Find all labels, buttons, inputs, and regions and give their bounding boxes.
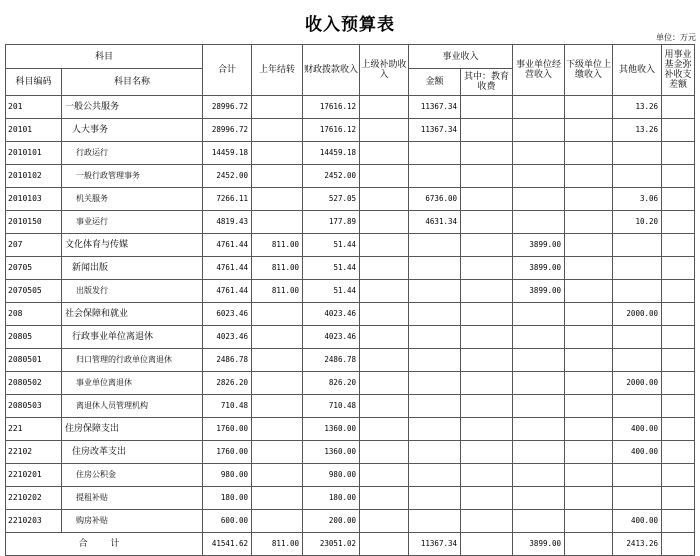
cell-code: 2210201 <box>6 464 62 487</box>
cell-total: 2452.00 <box>203 165 252 188</box>
cell-subordinate <box>565 211 613 234</box>
cell-subordinate <box>565 280 613 303</box>
cell-fiscal: 51.44 <box>303 234 360 257</box>
cell-operating <box>513 418 565 441</box>
table-row <box>6 464 695 487</box>
cell-total: 980.00 <box>203 464 252 487</box>
cell-fiscal: 51.44 <box>303 257 360 280</box>
cell-business <box>409 234 461 257</box>
cell-superior <box>360 418 409 441</box>
cell-operating <box>513 372 565 395</box>
cell-fund <box>662 142 695 165</box>
cell-business <box>409 326 461 349</box>
table-row <box>6 349 695 372</box>
cell-carryover <box>252 303 303 326</box>
cell-carryover <box>252 96 303 119</box>
cell-business-edu <box>461 303 513 326</box>
cell-other <box>613 234 662 257</box>
cell-superior <box>360 211 409 234</box>
table-row <box>6 211 695 234</box>
cell-business-edu <box>461 165 513 188</box>
cell-subordinate <box>565 257 613 280</box>
cell-name: 住房公积金 <box>62 464 203 487</box>
cell-other: 13.26 <box>613 119 662 142</box>
header-fund: 用事业基金弥补收支差额 <box>662 45 695 96</box>
table-row <box>6 188 695 211</box>
cell-business <box>409 510 461 533</box>
cell-subordinate <box>565 464 613 487</box>
cell-fiscal: 14459.18 <box>303 142 360 165</box>
cell-fund <box>662 211 695 234</box>
cell-carryover <box>252 372 303 395</box>
cell-operating <box>513 510 565 533</box>
cell-fund <box>662 96 695 119</box>
cell-business-edu <box>461 395 513 418</box>
cell-carryover: 811.00 <box>252 280 303 303</box>
budget-table <box>5 44 695 556</box>
cell-superior <box>360 395 409 418</box>
cell-fund <box>662 418 695 441</box>
cell-other: 10.20 <box>613 211 662 234</box>
cell-fiscal: 2452.00 <box>303 165 360 188</box>
cell-fiscal: 177.89 <box>303 211 360 234</box>
cell-superior <box>360 257 409 280</box>
cell-total: 1760.00 <box>203 418 252 441</box>
cell-fiscal: 2486.78 <box>303 349 360 372</box>
cell-other <box>613 395 662 418</box>
cell-operating <box>513 464 565 487</box>
cell-other <box>613 142 662 165</box>
cell-code: 2070505 <box>6 280 62 303</box>
cell-business: 11367.34 <box>409 119 461 142</box>
table-row <box>6 326 695 349</box>
cell-name: 机关服务 <box>62 188 203 211</box>
cell-name: 事业运行 <box>62 211 203 234</box>
table-row <box>6 487 695 510</box>
cell-business-edu <box>461 96 513 119</box>
total-business: 11367.34 <box>409 533 461 556</box>
total-fiscal: 23051.02 <box>303 533 360 556</box>
cell-business-edu <box>461 441 513 464</box>
cell-subordinate <box>565 234 613 257</box>
cell-other: 400.00 <box>613 441 662 464</box>
page-title: 收入预算表 <box>305 15 395 35</box>
cell-total: 7266.11 <box>203 188 252 211</box>
cell-business <box>409 280 461 303</box>
cell-subordinate <box>565 142 613 165</box>
cell-other: 13.26 <box>613 96 662 119</box>
cell-fund <box>662 349 695 372</box>
cell-fund <box>662 372 695 395</box>
cell-total: 1760.00 <box>203 441 252 464</box>
cell-carryover <box>252 165 303 188</box>
cell-other: 2000.00 <box>613 303 662 326</box>
cell-fund <box>662 119 695 142</box>
cell-business: 11367.34 <box>409 96 461 119</box>
cell-fund <box>662 188 695 211</box>
cell-superior <box>360 326 409 349</box>
cell-operating: 3899.00 <box>513 280 565 303</box>
cell-business-edu <box>461 211 513 234</box>
cell-fund <box>662 303 695 326</box>
cell-superior <box>360 142 409 165</box>
cell-business <box>409 441 461 464</box>
cell-code: 2080503 <box>6 395 62 418</box>
cell-subordinate <box>565 418 613 441</box>
cell-other: 400.00 <box>613 418 662 441</box>
cell-code: 2080501 <box>6 349 62 372</box>
total-business-edu <box>461 533 513 556</box>
cell-subordinate <box>565 303 613 326</box>
cell-fund <box>662 165 695 188</box>
total-fund <box>662 533 695 556</box>
cell-operating <box>513 303 565 326</box>
cell-operating <box>513 326 565 349</box>
cell-superior <box>360 303 409 326</box>
cell-subordinate <box>565 188 613 211</box>
cell-carryover: 811.00 <box>252 234 303 257</box>
cell-business-edu <box>461 280 513 303</box>
cell-total: 4819.43 <box>203 211 252 234</box>
cell-superior <box>360 464 409 487</box>
cell-code: 2210202 <box>6 487 62 510</box>
total-label: 合 计 <box>6 533 203 556</box>
cell-business-edu <box>461 119 513 142</box>
cell-name: 人大事务 <box>62 119 203 142</box>
cell-total: 4761.44 <box>203 234 252 257</box>
total-carryover: 811.00 <box>252 533 303 556</box>
cell-carryover <box>252 487 303 510</box>
cell-code: 2010150 <box>6 211 62 234</box>
cell-business-edu <box>461 372 513 395</box>
cell-business-edu <box>461 487 513 510</box>
total-operating: 3899.00 <box>513 533 565 556</box>
header-business-amount: 金额 <box>409 69 461 96</box>
cell-business-edu <box>461 257 513 280</box>
cell-subordinate <box>565 487 613 510</box>
cell-code: 221 <box>6 418 62 441</box>
cell-total: 600.00 <box>203 510 252 533</box>
cell-code: 20705 <box>6 257 62 280</box>
cell-total: 28996.72 <box>203 119 252 142</box>
cell-fiscal: 17616.12 <box>303 96 360 119</box>
cell-subordinate <box>565 119 613 142</box>
table-row <box>6 441 695 464</box>
cell-business <box>409 303 461 326</box>
cell-carryover <box>252 188 303 211</box>
table-row <box>6 142 695 165</box>
cell-name: 离退休人员管理机构 <box>62 395 203 418</box>
cell-business <box>409 349 461 372</box>
cell-operating <box>513 165 565 188</box>
header-other: 其他收入 <box>613 45 662 96</box>
cell-business <box>409 372 461 395</box>
cell-other <box>613 280 662 303</box>
cell-carryover <box>252 395 303 418</box>
total-sum: 41541.62 <box>203 533 252 556</box>
total-row <box>6 533 695 556</box>
cell-code: 2010102 <box>6 165 62 188</box>
cell-fund <box>662 510 695 533</box>
cell-carryover <box>252 142 303 165</box>
cell-subordinate <box>565 395 613 418</box>
cell-business-edu <box>461 349 513 372</box>
cell-code: 201 <box>6 96 62 119</box>
cell-business-edu <box>461 142 513 165</box>
cell-operating <box>513 395 565 418</box>
cell-name: 行政事业单位离退休 <box>62 326 203 349</box>
header-subject: 科目 <box>6 45 203 69</box>
cell-name: 住房保障支出 <box>62 418 203 441</box>
cell-fiscal: 200.00 <box>303 510 360 533</box>
cell-fiscal: 1360.00 <box>303 441 360 464</box>
cell-operating <box>513 188 565 211</box>
cell-carryover <box>252 119 303 142</box>
cell-superior <box>360 280 409 303</box>
cell-total: 2486.78 <box>203 349 252 372</box>
cell-carryover <box>252 510 303 533</box>
cell-business <box>409 487 461 510</box>
cell-operating <box>513 211 565 234</box>
cell-fiscal: 1360.00 <box>303 418 360 441</box>
cell-operating: 3899.00 <box>513 234 565 257</box>
cell-business-edu <box>461 510 513 533</box>
table-row <box>6 257 695 280</box>
cell-fund <box>662 257 695 280</box>
cell-total: 4761.44 <box>203 257 252 280</box>
cell-carryover <box>252 418 303 441</box>
cell-carryover <box>252 211 303 234</box>
header-operating: 事业单位经营收入 <box>513 45 565 96</box>
cell-business <box>409 165 461 188</box>
cell-business: 4631.34 <box>409 211 461 234</box>
cell-subordinate <box>565 326 613 349</box>
cell-fiscal: 710.48 <box>303 395 360 418</box>
cell-business <box>409 395 461 418</box>
cell-business-edu <box>461 188 513 211</box>
table-body <box>6 96 695 533</box>
header-fiscal: 财政拨款收入 <box>303 45 360 96</box>
table-row <box>6 96 695 119</box>
cell-superior <box>360 234 409 257</box>
table-row <box>6 165 695 188</box>
cell-other: 2000.00 <box>613 372 662 395</box>
cell-business <box>409 464 461 487</box>
cell-fiscal: 980.00 <box>303 464 360 487</box>
cell-total: 180.00 <box>203 487 252 510</box>
header-total: 合计 <box>203 45 252 96</box>
header-subordinate: 下级单位上缴收入 <box>565 45 613 96</box>
cell-business-edu <box>461 418 513 441</box>
cell-superior <box>360 188 409 211</box>
cell-name: 一般公共服务 <box>62 96 203 119</box>
cell-name: 住房改革支出 <box>62 441 203 464</box>
cell-fiscal: 527.05 <box>303 188 360 211</box>
table-footer <box>6 533 695 556</box>
cell-operating <box>513 349 565 372</box>
cell-fund <box>662 280 695 303</box>
cell-code: 22102 <box>6 441 62 464</box>
header-business: 事业收入 <box>409 45 513 69</box>
cell-operating <box>513 119 565 142</box>
cell-superior <box>360 96 409 119</box>
cell-carryover <box>252 349 303 372</box>
table-row <box>6 280 695 303</box>
cell-business <box>409 257 461 280</box>
cell-code: 20805 <box>6 326 62 349</box>
cell-other <box>613 257 662 280</box>
cell-superior <box>360 487 409 510</box>
cell-operating <box>513 441 565 464</box>
cell-operating <box>513 96 565 119</box>
cell-other: 3.06 <box>613 188 662 211</box>
header-carryover: 上年结转 <box>252 45 303 96</box>
table-row <box>6 372 695 395</box>
cell-total: 14459.18 <box>203 142 252 165</box>
cell-business-edu <box>461 464 513 487</box>
cell-total: 4023.46 <box>203 326 252 349</box>
cell-other <box>613 464 662 487</box>
table-row <box>6 303 695 326</box>
table-header <box>6 45 695 96</box>
cell-carryover <box>252 441 303 464</box>
cell-name: 一般行政管理事务 <box>62 165 203 188</box>
cell-subordinate <box>565 349 613 372</box>
cell-fund <box>662 487 695 510</box>
cell-other <box>613 487 662 510</box>
cell-total: 4761.44 <box>203 280 252 303</box>
cell-operating <box>513 487 565 510</box>
cell-other <box>613 326 662 349</box>
total-subordinate <box>565 533 613 556</box>
cell-carryover: 811.00 <box>252 257 303 280</box>
cell-fiscal: 4023.46 <box>303 326 360 349</box>
cell-other <box>613 349 662 372</box>
cell-name: 购房补贴 <box>62 510 203 533</box>
header-business-edu: 其中：教育收费 <box>461 69 513 96</box>
cell-other: 400.00 <box>613 510 662 533</box>
table-row <box>6 418 695 441</box>
cell-code: 2210203 <box>6 510 62 533</box>
cell-code: 208 <box>6 303 62 326</box>
cell-code: 2010101 <box>6 142 62 165</box>
cell-fiscal: 51.44 <box>303 280 360 303</box>
cell-operating <box>513 142 565 165</box>
cell-carryover <box>252 326 303 349</box>
cell-name: 社会保障和就业 <box>62 303 203 326</box>
cell-fiscal: 17616.12 <box>303 119 360 142</box>
cell-name: 事业单位离退休 <box>62 372 203 395</box>
total-superior <box>360 533 409 556</box>
cell-code: 207 <box>6 234 62 257</box>
cell-superior <box>360 372 409 395</box>
cell-business: 6736.00 <box>409 188 461 211</box>
cell-fund <box>662 395 695 418</box>
cell-total: 2826.20 <box>203 372 252 395</box>
cell-name: 行政运行 <box>62 142 203 165</box>
cell-name: 提租补贴 <box>62 487 203 510</box>
cell-total: 6023.46 <box>203 303 252 326</box>
cell-subordinate <box>565 510 613 533</box>
cell-name: 归口管理的行政单位离退休 <box>62 349 203 372</box>
cell-name: 文化体育与传媒 <box>62 234 203 257</box>
table-row <box>6 119 695 142</box>
cell-code: 2010103 <box>6 188 62 211</box>
cell-business <box>409 142 461 165</box>
cell-subordinate <box>565 441 613 464</box>
cell-fund <box>662 234 695 257</box>
cell-fund <box>662 464 695 487</box>
total-other: 2413.26 <box>613 533 662 556</box>
header-name: 科目名称 <box>62 69 203 96</box>
cell-subordinate <box>565 165 613 188</box>
table-row <box>6 234 695 257</box>
cell-business <box>409 418 461 441</box>
cell-fiscal: 4023.46 <box>303 303 360 326</box>
cell-business-edu <box>461 326 513 349</box>
table-row <box>6 510 695 533</box>
cell-superior <box>360 510 409 533</box>
cell-fiscal: 826.20 <box>303 372 360 395</box>
cell-business-edu <box>461 234 513 257</box>
cell-carryover <box>252 464 303 487</box>
cell-name: 出版发行 <box>62 280 203 303</box>
cell-total: 710.48 <box>203 395 252 418</box>
cell-superior <box>360 119 409 142</box>
cell-superior <box>360 165 409 188</box>
cell-fund <box>662 441 695 464</box>
cell-code: 20101 <box>6 119 62 142</box>
cell-fund <box>662 326 695 349</box>
cell-other <box>613 165 662 188</box>
cell-subordinate <box>565 372 613 395</box>
header-superior: 上级补助收入 <box>360 45 409 96</box>
cell-superior <box>360 349 409 372</box>
cell-name: 新闻出版 <box>62 257 203 280</box>
cell-code: 2080502 <box>6 372 62 395</box>
cell-fiscal: 180.00 <box>303 487 360 510</box>
cell-operating: 3899.00 <box>513 257 565 280</box>
table-row <box>6 395 695 418</box>
cell-superior <box>360 441 409 464</box>
cell-total: 28996.72 <box>203 96 252 119</box>
cell-subordinate <box>565 96 613 119</box>
header-code: 科目编码 <box>6 69 62 96</box>
unit-label: 单位：万元 <box>656 33 696 42</box>
